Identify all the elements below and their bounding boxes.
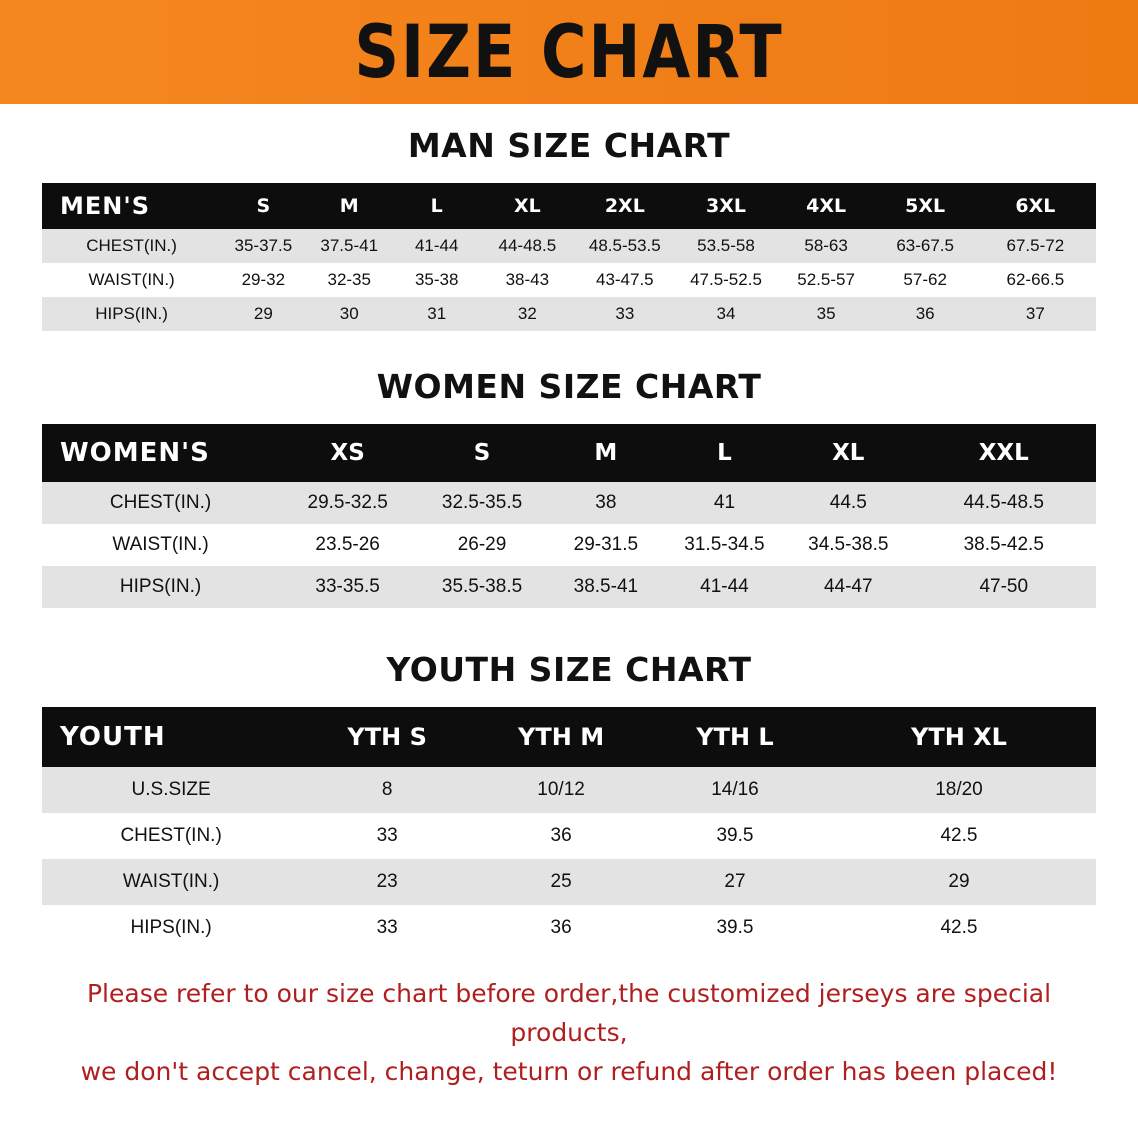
- women-cell-0-2: 38: [595, 492, 617, 513]
- youth-header-cell-3: YTH L: [696, 723, 774, 751]
- table-row: [42, 297, 1096, 331]
- man-row-label-1: WAIST(IN.): [88, 270, 175, 289]
- women-cell-2-3: 41-44: [700, 576, 749, 597]
- youth-cell-3-1: 36: [550, 917, 572, 938]
- women-size-table-wrapper: [42, 424, 1096, 608]
- women-cell-1-4: 34.5-38.5: [808, 534, 889, 555]
- youth-cell-3-3: 42.5: [940, 917, 978, 938]
- youth-cell-0-3: 18/20: [935, 779, 983, 800]
- youth-cell-0-1: 10/12: [537, 779, 585, 800]
- man-cell-0-1: 37.5-41: [320, 236, 379, 255]
- youth-row-label-0: U.S.SIZE: [131, 779, 211, 800]
- women-header-cell-3: M: [594, 440, 618, 466]
- man-cell-1-8: 62-66.5: [1006, 270, 1065, 289]
- women-section-heading: WOMEN SIZE CHART: [376, 367, 762, 406]
- man-cell-1-7: 57-62: [903, 270, 947, 289]
- man-size-table: [42, 183, 1096, 331]
- women-size-table: [42, 424, 1096, 608]
- women-cell-0-1: 32.5-35.5: [441, 492, 523, 513]
- youth-cell-1-0: 33: [376, 825, 398, 846]
- women-cell-2-2: 38.5-41: [573, 576, 639, 597]
- man-cell-0-8: 67.5-72: [1006, 236, 1065, 255]
- man-cell-0-0: 35-37.5: [234, 236, 293, 255]
- youth-cell-2-3: 29: [948, 871, 970, 892]
- youth-header-cell-1: YTH S: [347, 723, 427, 751]
- man-size-table-wrapper: [42, 183, 1096, 331]
- youth-cell-1-3: 42.5: [940, 825, 978, 846]
- table-row: [42, 905, 1096, 951]
- youth-row-label-3: HIPS(IN.): [130, 917, 212, 938]
- man-table-header-row: [42, 183, 1096, 229]
- table-row: [42, 524, 1096, 566]
- women-cell-1-5: 38.5-42.5: [963, 534, 1044, 555]
- man-header-cell-1: S: [256, 195, 271, 217]
- youth-section-heading: YOUTH SIZE CHART: [386, 650, 752, 689]
- man-cell-1-0: 29-32: [241, 270, 286, 289]
- women-cell-1-2: 29-31.5: [573, 534, 639, 555]
- man-cell-1-4: 43-47.5: [595, 270, 654, 289]
- page-title: SIZE CHART: [354, 8, 784, 95]
- man-cell-2-0: 29: [253, 304, 273, 323]
- man-cell-0-4: 48.5-53.5: [588, 236, 661, 255]
- man-cell-0-6: 58-63: [804, 236, 848, 255]
- women-row-label-0: CHEST(IN.): [109, 492, 212, 513]
- women-cell-1-3: 31.5-34.5: [684, 534, 765, 555]
- notice-line-1: Please refer to our size chart before order,the customized jerseys are special products,: [86, 979, 1052, 1047]
- man-header-cell-7: 4XL: [806, 195, 847, 217]
- man-cell-2-3: 32: [517, 304, 537, 323]
- table-row: [42, 229, 1096, 263]
- man-cell-0-7: 63-67.5: [896, 236, 954, 255]
- youth-cell-0-0: 8: [381, 779, 393, 800]
- table-row: [42, 263, 1096, 297]
- women-cell-0-0: 29.5-32.5: [307, 492, 388, 513]
- youth-header-cell-0: YOUTH: [60, 722, 166, 752]
- women-cell-2-0: 33-35.5: [315, 576, 380, 597]
- women-cell-2-1: 35.5-38.5: [441, 576, 523, 597]
- man-cell-1-1: 32-35: [327, 270, 371, 289]
- order-policy-notice: [39, 975, 1099, 1091]
- women-header-cell-2: S: [473, 440, 491, 466]
- women-header-cell-0: WOMEN'S: [60, 438, 210, 468]
- women-cell-1-1: 26-29: [457, 534, 507, 555]
- man-section-heading: MAN SIZE CHART: [407, 126, 731, 165]
- women-table-header-row: [42, 424, 1096, 482]
- man-header-cell-3: L: [430, 195, 443, 217]
- youth-cell-3-0: 33: [376, 917, 398, 938]
- youth-cell-2-2: 27: [724, 871, 746, 892]
- notice-line-2: we don't accept cancel, change, teturn or refund after order has been placed!: [80, 1056, 1058, 1086]
- man-cell-1-5: 47.5-52.5: [690, 270, 762, 289]
- page-banner: [0, 0, 1138, 104]
- women-cell-0-5: 44.5-48.5: [963, 492, 1044, 513]
- women-row-label-1: WAIST(IN.): [112, 534, 209, 555]
- women-cell-1-0: 23.5-26: [315, 534, 380, 555]
- man-cell-2-8: 37: [1025, 304, 1045, 323]
- man-row-label-0: CHEST(IN.): [86, 236, 177, 255]
- table-row: [42, 566, 1096, 608]
- youth-size-table: [42, 707, 1096, 951]
- man-header-cell-0: MEN'S: [60, 192, 150, 220]
- youth-table-header-row: [42, 707, 1096, 767]
- man-cell-2-1: 30: [339, 304, 359, 323]
- man-header-cell-4: XL: [513, 195, 541, 217]
- youth-row-label-1: CHEST(IN.): [120, 825, 222, 846]
- table-row: [42, 767, 1096, 813]
- women-cell-0-4: 44.5: [829, 492, 867, 513]
- man-cell-0-2: 41-44: [414, 236, 459, 255]
- man-row-label-2: HIPS(IN.): [95, 304, 168, 323]
- youth-cell-3-2: 39.5: [716, 917, 754, 938]
- man-cell-2-5: 34: [716, 304, 736, 323]
- man-cell-2-7: 36: [915, 304, 935, 323]
- youth-header-cell-4: YTH XL: [910, 723, 1007, 751]
- man-cell-1-3: 38-43: [505, 270, 550, 289]
- women-header-cell-1: XS: [330, 440, 365, 466]
- man-header-cell-8: 5XL: [905, 195, 946, 217]
- youth-cell-1-2: 39.5: [716, 825, 754, 846]
- man-header-cell-6: 3XL: [706, 195, 746, 217]
- man-header-cell-9: 6XL: [1015, 195, 1056, 217]
- women-cell-0-3: 41: [713, 492, 736, 513]
- man-cell-2-4: 33: [615, 304, 635, 323]
- youth-size-table-wrapper: [42, 707, 1096, 951]
- women-header-cell-5: XL: [832, 440, 865, 466]
- women-cell-2-4: 44-47: [823, 576, 873, 597]
- youth-cell-0-2: 14/16: [711, 779, 759, 800]
- women-header-cell-6: XXL: [978, 440, 1029, 466]
- man-header-cell-2: M: [339, 195, 359, 217]
- man-cell-2-6: 35: [816, 304, 836, 323]
- women-row-label-2: HIPS(IN.): [119, 576, 202, 597]
- youth-header-cell-2: YTH M: [518, 723, 605, 751]
- women-header-cell-4: L: [717, 440, 732, 466]
- man-cell-0-3: 44-48.5: [498, 236, 557, 255]
- women-cell-2-5: 47-50: [979, 576, 1029, 597]
- youth-cell-2-0: 23: [376, 871, 398, 892]
- man-cell-1-6: 52.5-57: [797, 270, 855, 289]
- youth-row-label-2: WAIST(IN.): [122, 871, 220, 892]
- youth-cell-1-1: 36: [550, 825, 572, 846]
- table-row: [42, 813, 1096, 859]
- man-cell-1-2: 35-38: [414, 270, 459, 289]
- man-cell-0-5: 53.5-58: [697, 236, 755, 255]
- man-cell-2-2: 31: [427, 304, 447, 323]
- man-header-cell-5: 2XL: [604, 195, 645, 217]
- table-row: [42, 859, 1096, 905]
- youth-cell-2-1: 25: [550, 871, 572, 892]
- table-row: [42, 482, 1096, 524]
